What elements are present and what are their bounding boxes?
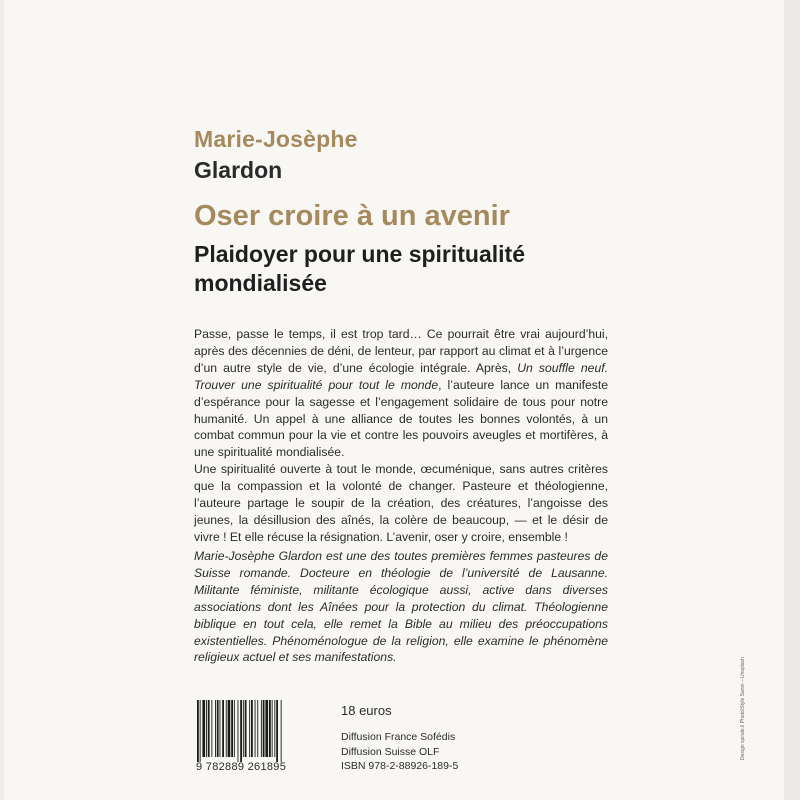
author-first-name: Marie-Josèphe (194, 126, 358, 152)
barcode-bar (211, 700, 212, 757)
barcode-bar (234, 700, 235, 757)
barcode-bar (272, 700, 273, 757)
author-last-name: Glardon (194, 157, 283, 183)
book-subtitle: Plaidoyer pour une spiritualité mondialisée (194, 241, 526, 296)
distribution-info (341, 730, 458, 774)
barcode-bar (197, 700, 199, 762)
price: 18 euros (341, 703, 392, 718)
barcode-bar (206, 700, 207, 757)
design-photo-credit: Design spirale.li Photo/Style Sanni – Unsplash (740, 657, 746, 760)
barcode-bar (243, 700, 244, 757)
cover-left-edge (0, 0, 4, 800)
distribution-suisse: Diffusion Suisse OLF (341, 745, 440, 758)
distribution-france: Diffusion France Sofédis (341, 731, 456, 743)
barcode-bar (240, 700, 242, 762)
blurb-paragraph-1 (194, 326, 608, 461)
blurb-text-part: Passe, passe le temps, il est trop tard… Ce pourrait être vrai aujourd’hui, après des décennies de déni, de lenteur, par rapport au climat et à l’urgence d’un autre style de vie, d’une écologie intégrale. Après, (194, 327, 608, 375)
barcode-bar (215, 700, 216, 757)
barcode-bar (228, 700, 231, 757)
barcode-bar (249, 700, 250, 757)
blurb-text-part: , l’auteure lance un manifeste d’espérance pour la sagesse et l’engagement solidaire de tous pour notre humanité. Un appel à une alliance de toutes les bonnes volontés, à un combat commun pour la vie et contre les pouvoirs aveugles et mortifères, à une spiritualité mondialisée. (194, 377, 609, 460)
blurb-paragraph-2: Une spiritualité ouverte à tout le monde, œcuménique, sans autres critères que la compassion et la volonté de changer. Pasteure et théologienne, l’auteure partage le soupir de la création, des créatures, l’angoisse des jeunes, la désillusion des aînés, la colère de beaucoup, — et le désir de vivre ! Et elle récuse la résignation. L’avenir, oser y croire, ensemble ! (194, 462, 608, 544)
barcode-bar (251, 700, 253, 757)
barcode-bar (257, 700, 258, 757)
author-bio: Marie-Josèphe Glardon est une des toutes premières femmes pasteures de Suisse romande. Docteure en théologie de l’université de Lausanne. Militante féministe, militante écologique aussi, active dans diverses associations dont les Aînées pour la protection du climat. Théologienne biblique en tout cela, elle remet la Bible au milieu des préoccupations existentielles. Phénoménologue de la religion, elle examine le phénomène religieux actuel et ses manifestations. (194, 549, 608, 665)
barcode-bar (238, 700, 239, 762)
barcode-bar (276, 700, 278, 762)
barcode-bar (231, 700, 233, 757)
blurb-text (194, 326, 608, 546)
barcode-bar (220, 700, 221, 757)
isbn-number: ISBN 978-2-88926-189-5 (341, 760, 459, 772)
barcode-bars (194, 700, 324, 762)
barcode-bar (261, 700, 262, 757)
barcode-bar (200, 700, 201, 762)
barcode-digits: 9 782889 261895 (196, 761, 287, 773)
barcode-bar (202, 700, 205, 757)
barcode-bar (208, 700, 210, 757)
book-title: Oser croire à un avenir (194, 200, 510, 232)
barcode-bar (265, 700, 268, 757)
barcode-bar (222, 700, 224, 757)
barcode-bar (217, 700, 219, 757)
isbn-barcode (194, 700, 324, 762)
barcode-bar (269, 700, 271, 757)
barcode-bar (226, 700, 227, 757)
barcode-bar (245, 700, 247, 757)
previous-book-title: Un souffle neuf. Trouver une spiritualité pour tout le monde (194, 360, 608, 392)
cover-right-edge (784, 0, 800, 800)
barcode-bar (274, 700, 275, 757)
barcode-bar (281, 700, 282, 762)
barcode-bar (255, 700, 256, 757)
barcode-bar (263, 700, 265, 757)
